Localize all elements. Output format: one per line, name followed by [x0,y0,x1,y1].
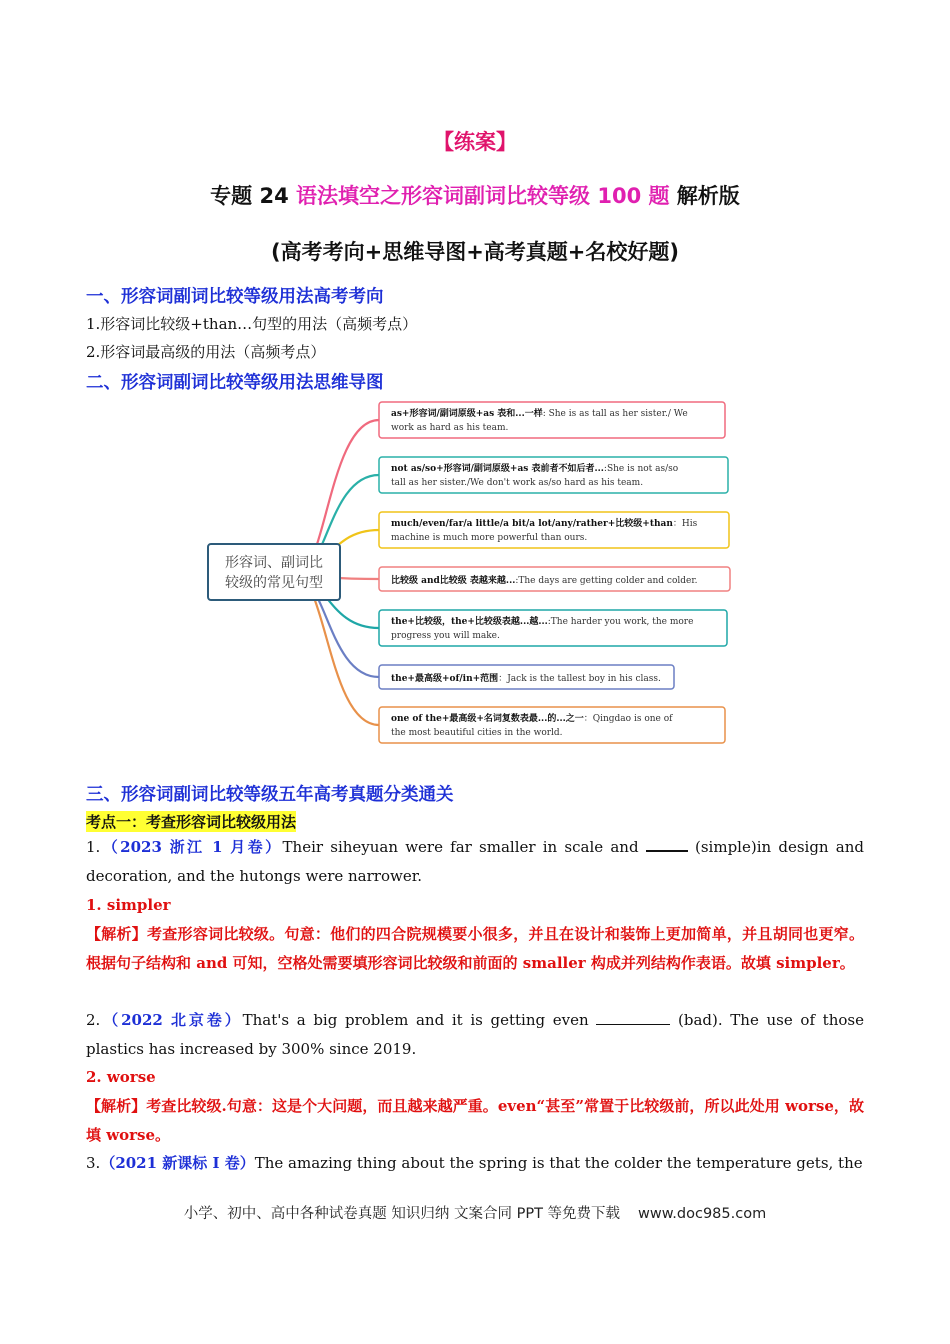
footer [0,1202,950,1223]
mind-map-node-line1: not as/so+形容词/副词原级+as 表前者不如后者...:She is not as/so [391,464,679,474]
answer-1: 1. simpler [86,896,171,914]
mind-map-center-line2: 较级的常见句型 [225,575,323,591]
section1-heading: 一、形容词副词比较等级用法高考考向 [86,287,384,307]
mind-map-node-line2: the most beautiful cities in the world. [391,728,563,738]
section1-item-2: 2.形容词最高级的用法（高频考点） [86,343,326,361]
answer-2: 2. worse [86,1068,156,1086]
title-suffix: 解析版 [669,184,740,208]
question-2-blank [596,1011,670,1025]
mind-map-center-box [208,544,340,600]
mind-map-node-line1: the+最高级+of/in+范围：Jack is the tallest boy in his class. [391,674,661,684]
question-3: 3.（2021 新课标 I 卷）The amazing thing about the spring is that the colder the temperature gets, the [86,1154,863,1172]
question-2-source: （2022 北京卷） [100,1011,243,1029]
footer-text: 小学、初中、高中各种试卷真题 知识归纳 文案合同 PPT 等免费下载 [183,1206,621,1222]
mind-map-nodes [379,402,730,743]
page-subtitle: (高考考向+思维导图+高考真题+名校好题) [271,240,679,264]
mind-map-node-line1: much/even/far/a little/a bit/a lot/any/rather+比较级+than：His [391,519,698,529]
question-1-source: （2023 浙江 1 月卷） [100,838,283,856]
kaodian-1-label: 考点一：考查形容词比较级用法 [86,813,297,831]
analysis-1: 【解析】考查形容词比较级。句意：他们的四合院规模要小很多，并且在设计和装饰上更加简单，并且胡同也更窄。根据句子结构和 and 可知，空格处需要填形容词比较级和前面的 smaller 构成并列结构作表语。故填 simpler。 [86,925,864,972]
mind-map-center-line1: 形容词、副词比 [225,555,323,571]
section2-heading: 二、形容词副词比较等级用法思维导图 [86,373,384,393]
mind-map-node-line1: one of the+最高级+名词复数表最...的...之一：Qingdao is one of [391,714,673,724]
mind-map-node-line2: progress you will make. [391,631,500,641]
mind-map-node-line2: work as hard as his team. [391,423,509,433]
mind-map-node-line1: 比较级 and比较级 表越来越...:The days are getting colder and colder. [391,576,698,586]
question-3-source: （2021 新课标 I 卷） [100,1154,255,1172]
question-1: 1.（2023 浙江 1 月卷）Their siheyuan were far smaller in scale and (simple)in design and decoration, and the hutongs were narrower. [86,838,865,885]
mind-map-node-line2: tall as her sister./We don't work as/so hard as his team. [391,478,644,488]
section3-heading: 三、形容词副词比较等级五年高考真题分类通关 [86,785,454,805]
section1-item-1: 1.形容词比较级+than…句型的用法（高频考点） [86,315,418,333]
title-prefix: 专题 24 [210,184,297,208]
question-1-blank [646,837,688,852]
mind-map-node-line2: machine is much more powerful than ours. [391,533,588,543]
analysis-2: 【解析】考查比较级.句意：这是个大问题，而且越来越严重。even“甚至”常置于比较级前，所以此处用 worse，故填 worse。 [86,1097,864,1144]
mind-map-node-line1: the+比较级，the+比较级表越...越...:The harder you work, the more [391,617,694,627]
title-topic: 语法填空之形容词副词比较等级 100 题 [296,184,670,208]
footer-url: www.doc985.com [638,1206,767,1222]
lian-an-label: 【练案】 [433,130,517,154]
question-2: 2.（2022 北京卷）That's a big problem and it is getting even (bad). The use of those plastics has increased by 300% since 2019. [86,1011,864,1058]
mind-map-node-line1: as+形容词/副词原级+as 表和...一样: She is as tall as her sister./ We [391,409,688,419]
